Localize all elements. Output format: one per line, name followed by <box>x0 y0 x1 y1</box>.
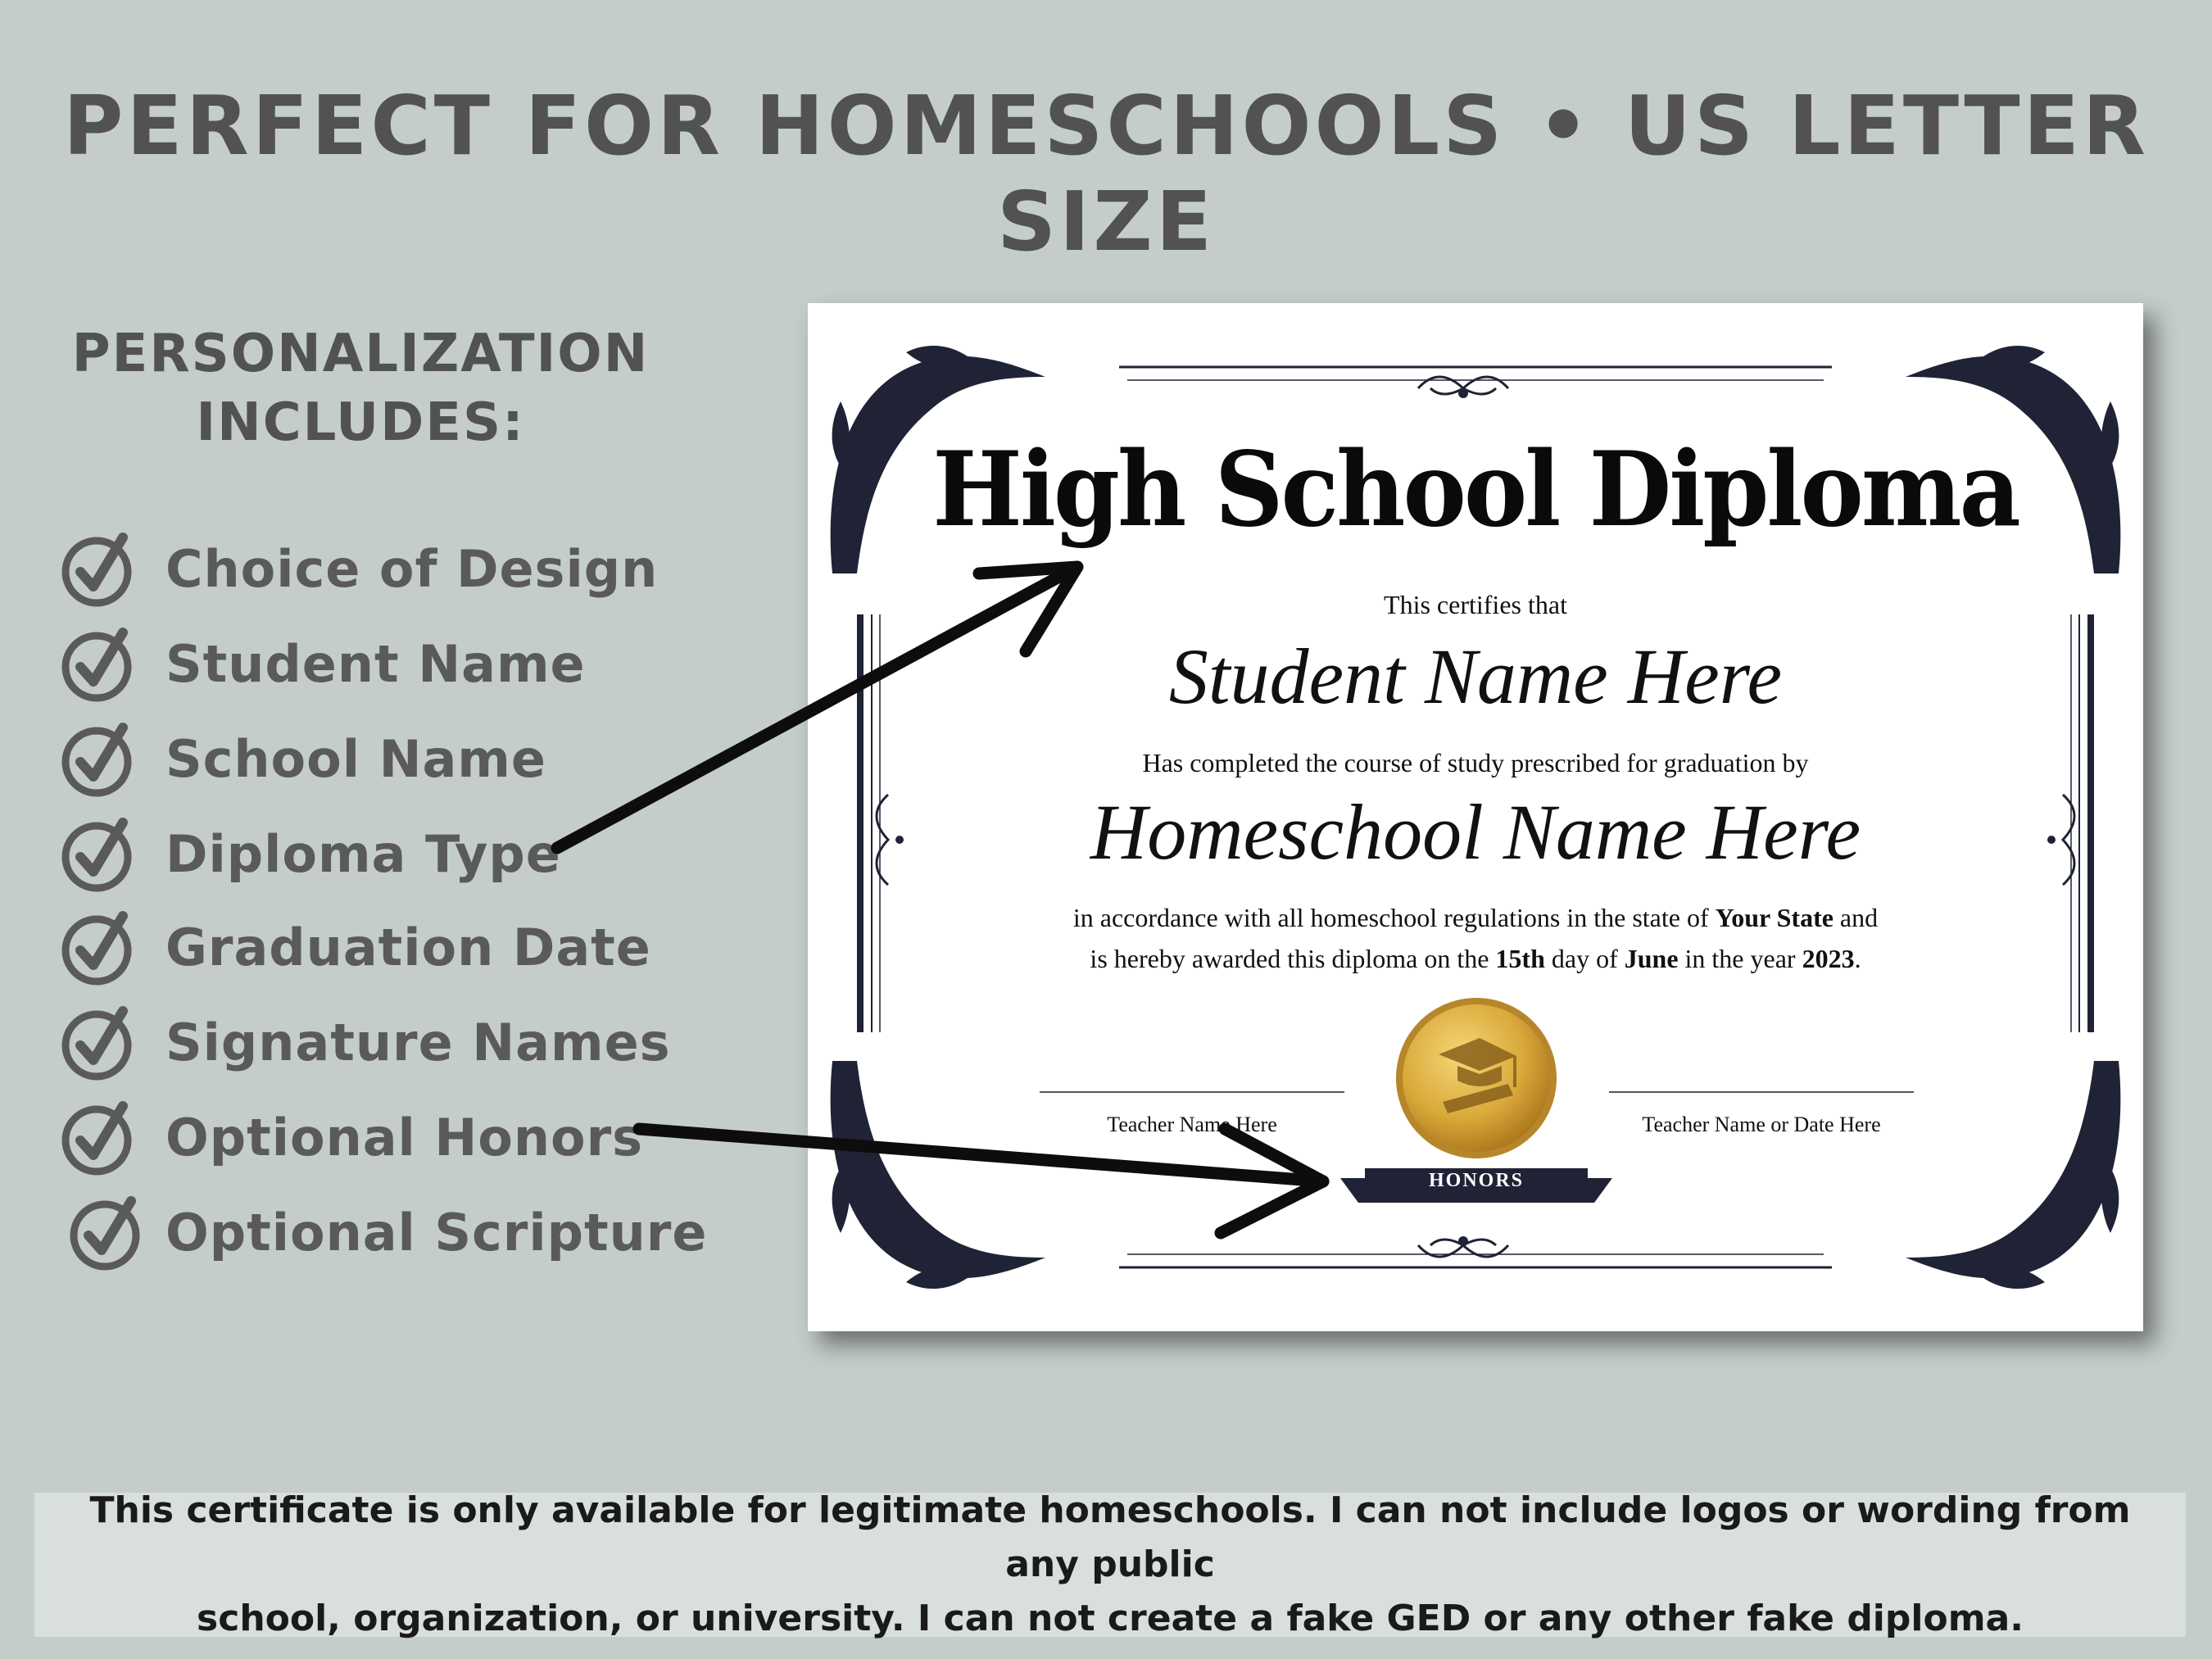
gold-seal-icon <box>1394 995 1559 1161</box>
completed-text: Has completed the course of study prescribed for graduation by <box>1142 748 1809 777</box>
feature-label: Student Name <box>165 633 586 694</box>
feature-item <box>57 906 651 988</box>
awarded-text <box>808 944 2143 974</box>
diploma-preview <box>808 303 2143 1331</box>
school-name: Homeschool Name Here <box>1090 788 1861 876</box>
accordance-suffix: and <box>1839 903 1879 932</box>
diploma-title: High School Diploma <box>932 429 2019 551</box>
check-circle-icon <box>57 906 139 988</box>
signature-line-right <box>1609 1091 1914 1093</box>
year-value: 2023 <box>1802 944 1855 973</box>
check-circle-icon <box>57 718 139 800</box>
check-circle-icon <box>57 1096 139 1178</box>
feature-label: Optional Scripture <box>165 1202 708 1262</box>
check-circle-icon <box>57 623 139 705</box>
feature-label: Graduation Date <box>165 917 651 977</box>
feature-item <box>57 1096 643 1178</box>
feature-label: School Name <box>165 728 546 789</box>
personalization-title <box>66 320 655 457</box>
feature-item <box>57 528 658 610</box>
day-value: 15th <box>1495 944 1545 973</box>
awarded-mid1: day of <box>1551 944 1618 973</box>
disclaimer-box <box>34 1489 2186 1639</box>
feature-label: Optional Honors <box>165 1107 644 1167</box>
personalization-title-line2: INCLUDES: <box>196 392 525 453</box>
student-name: Student Name Here <box>1168 632 1783 720</box>
awarded-mid2: in the year <box>1684 944 1796 973</box>
feature-item <box>57 813 561 895</box>
feature-item <box>57 718 546 800</box>
signature-label-right: Teacher Name or Date Here <box>1642 1113 1881 1136</box>
feature-item <box>57 1001 671 1083</box>
check-circle-icon <box>57 813 139 895</box>
month-value: June <box>1624 944 1679 973</box>
disclaimer-line2: school, organization, or university. I can not create a fake GED or any other fake diploma. <box>197 1598 2024 1639</box>
headline: PERFECT FOR HOMESCHOOLS • US LETTER SIZE <box>63 78 2149 270</box>
check-circle-icon <box>66 1191 147 1273</box>
disclaimer-line1: This certificate is only available for legitimate homeschools. I can not include logos or wording from any public <box>89 1489 2131 1585</box>
feature-item <box>57 623 586 705</box>
feature-label: Diploma Type <box>165 823 561 884</box>
feature-label: Choice of Design <box>165 538 659 599</box>
honors-label: HONORS <box>1428 1170 1524 1191</box>
certifies-text: This certifies that <box>1384 590 1567 619</box>
disclaimer-text <box>61 1484 2159 1646</box>
accordance-prefix: in accordance with all homeschool regulations in the state of <box>1072 903 1709 932</box>
state-value: Your State <box>1715 903 1834 932</box>
signature-line-left <box>1040 1091 1344 1093</box>
feature-label: Signature Names <box>165 1012 671 1072</box>
signature-label-left: Teacher Name Here <box>1107 1113 1277 1136</box>
accordance-text <box>808 903 2143 933</box>
awarded-end: . <box>1854 944 1861 973</box>
feature-item <box>66 1191 707 1273</box>
personalization-title-line1: PERSONALIZATION <box>71 324 650 384</box>
check-circle-icon <box>57 1001 139 1083</box>
awarded-prefix: is hereby awarded this diploma on the <box>1090 944 1489 973</box>
check-circle-icon <box>57 528 139 610</box>
